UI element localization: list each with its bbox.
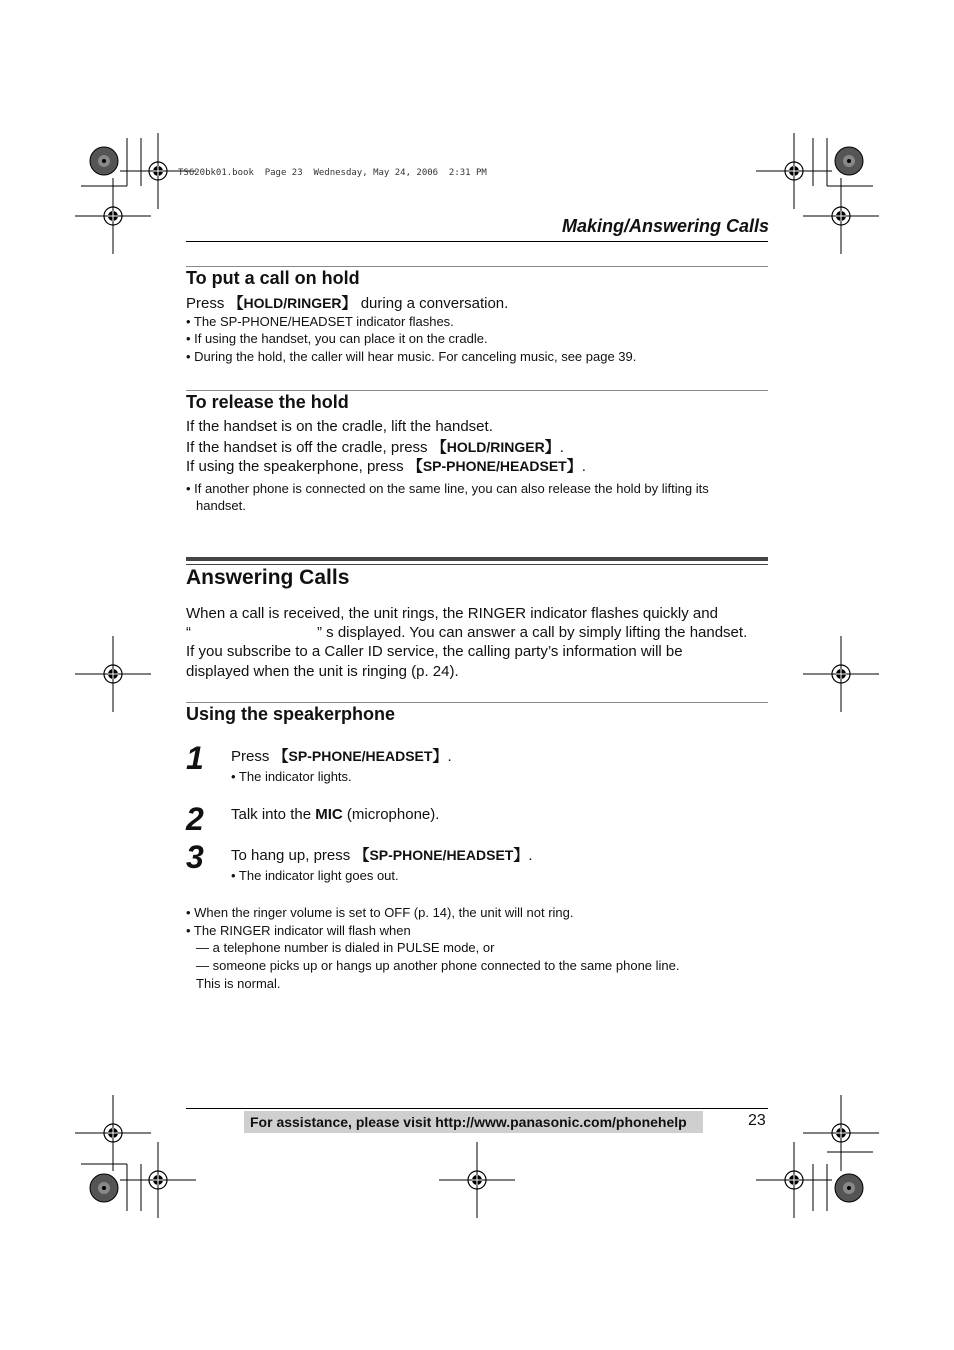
- divider: [186, 390, 768, 391]
- note-line: This is normal.: [196, 976, 281, 991]
- answering-paragraph: “ ” s displayed. You can answer a call by simply lifting the handset.: [186, 624, 748, 641]
- answering-heading: Answering Calls: [186, 566, 350, 589]
- book-info-line: TS620bk01.book Page 23 Wednesday, May 24, 2006 2:31 PM: [178, 168, 487, 178]
- step-text: To hang up, press 【SP-PHONE/HEADSET】.: [231, 847, 533, 864]
- sp-phone-key: SP-PHONE/HEADSET: [288, 748, 433, 764]
- release-line: If the handset is off the cradle, press 【HOLD/RINGER】.: [186, 439, 564, 456]
- mic-label: MIC: [315, 806, 343, 823]
- step-number: 3: [186, 839, 204, 875]
- note-line: • The RINGER indicator will flash when: [186, 923, 411, 938]
- answering-paragraph: If you subscribe to a Caller ID service, the calling party’s information will be: [186, 643, 683, 660]
- hold-intro-post: during a conversation.: [356, 295, 509, 312]
- answering-paragraph: When a call is received, the unit rings, the RINGER indicator flashes quickly and: [186, 605, 718, 622]
- divider: [186, 702, 768, 703]
- hold-ringer-key: HOLD/RINGER: [446, 439, 545, 455]
- hold-intro-pre: Press: [186, 295, 229, 312]
- heading-bar: [186, 557, 768, 561]
- release-line: If the handset is on the cradle, lift the handset.: [186, 418, 493, 435]
- sp-phone-key: SP-PHONE/HEADSET: [369, 847, 514, 863]
- note-line: • When the ringer volume is set to OFF (p. 14), the unit will not ring.: [186, 905, 574, 920]
- step-number: 1: [186, 740, 204, 776]
- step-number: 2: [186, 801, 204, 837]
- section-header: Making/Answering Calls: [561, 216, 769, 236]
- footer-rule: [186, 1108, 768, 1109]
- step-text: Press 【SP-PHONE/HEADSET】.: [231, 748, 452, 765]
- step-text: Talk into the MIC (microphone).: [231, 806, 440, 823]
- sp-phone-key: SP-PHONE/HEADSET: [422, 458, 567, 474]
- hold-heading: To put a call on hold: [186, 268, 360, 288]
- hold-ringer-key: HOLD/RINGER: [243, 295, 342, 311]
- speaker-heading: Using the speakerphone: [186, 704, 396, 724]
- hold-bullet: • The SP-PHONE/HEADSET indicator flashes.: [186, 314, 454, 329]
- hold-intro: Press 【HOLD/RINGER】 during a conversation.: [186, 295, 509, 312]
- release-line: If using the speakerphone, press 【SP-PHONE/HEADSET】.: [186, 458, 586, 475]
- assistance-banner: For assistance, please visit http://www.panasonic.com/phonehelp: [244, 1111, 703, 1133]
- step-sub: • The indicator lights.: [231, 769, 352, 784]
- hold-bullet: • If using the handset, you can place it on the cradle.: [186, 331, 488, 346]
- hold-bullet: • During the hold, the caller will hear music. For canceling music, see page 39.: [186, 349, 637, 364]
- header-rule: [186, 241, 768, 242]
- note-line: — someone picks up or hangs up another phone connected to the same phone line.: [196, 958, 680, 973]
- step-sub: • The indicator light goes out.: [231, 868, 399, 883]
- heading-bar-thin: [186, 564, 768, 565]
- release-note: • If another phone is connected on the same line, you can also release the hold by lifting its: [186, 481, 709, 496]
- release-heading: To release the hold: [186, 392, 349, 412]
- page-number: 23: [748, 1112, 766, 1129]
- note-line: — a telephone number is dialed in PULSE mode, or: [196, 940, 495, 955]
- release-note: handset.: [196, 498, 246, 513]
- divider: [186, 266, 768, 267]
- answering-paragraph: displayed when the unit is ringing (p. 24).: [186, 663, 459, 680]
